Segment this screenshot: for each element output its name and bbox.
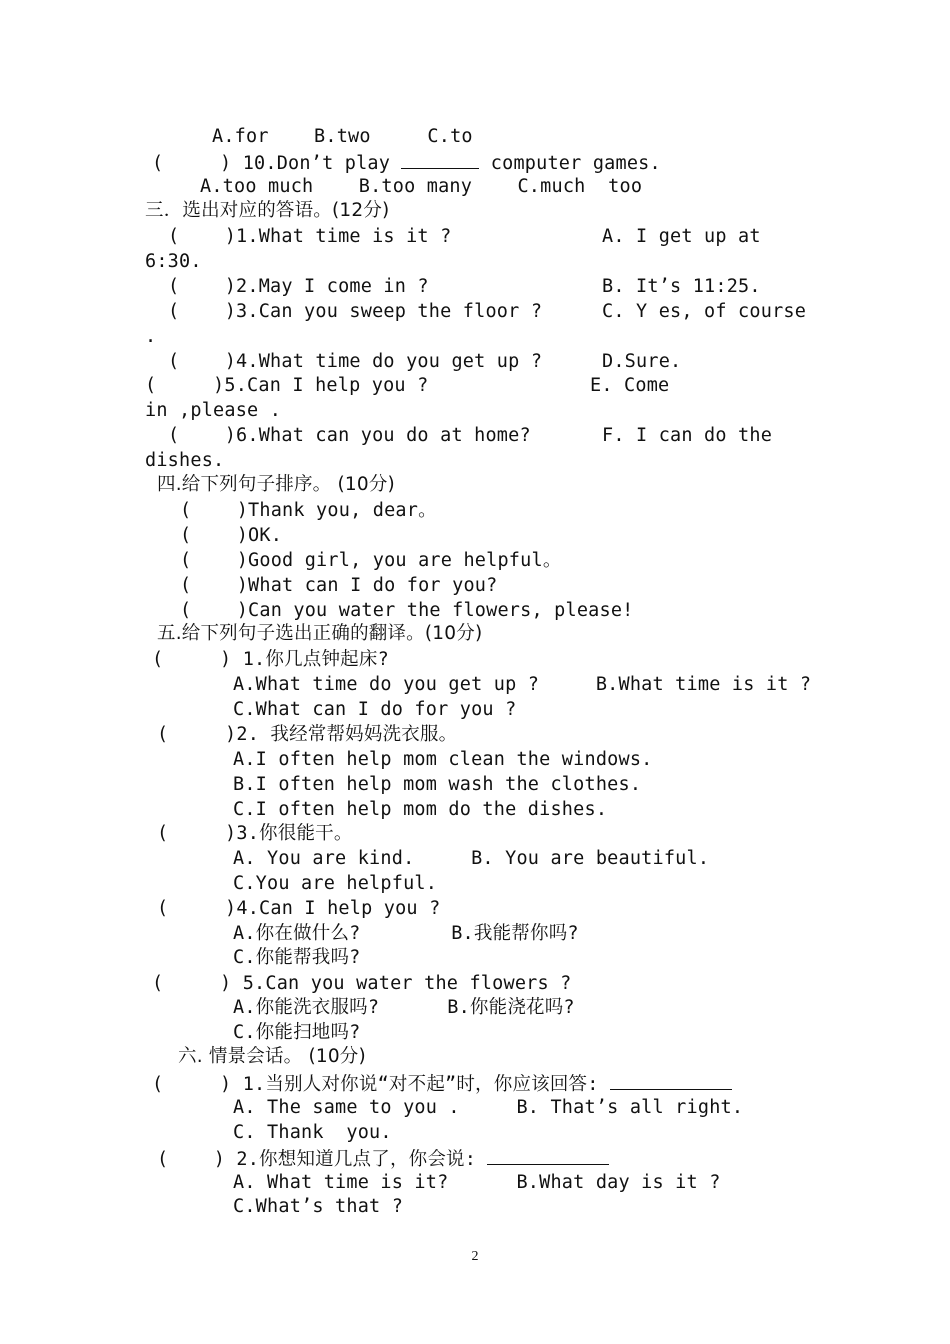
s5-q4-options-ab: A.你在做什么? B.我能帮你吗? <box>233 923 579 944</box>
s5-q5-options-ab: A.你能洗衣服吗? B.你能浇花吗? <box>233 997 575 1018</box>
s4-sentence-2: ( )OK. <box>180 525 283 546</box>
s5-q2-option-a: A.I often help mom clean the windows. <box>233 749 653 770</box>
s6-q2-options-ab: A. What time is it? B.What day is it ? <box>233 1172 721 1193</box>
s3-q1: ( )1.What time is it ? <box>168 226 452 247</box>
s4-sentence-3: ( )Good girl, you are helpful。 <box>180 550 562 571</box>
s3-answer-e: E. Come <box>590 375 670 396</box>
s3-answer-f-cont: dishes. <box>145 450 225 471</box>
section-6-heading: 六. 情景会话。 (10分) <box>178 1046 366 1067</box>
s3-answer-c-cont: . <box>145 326 157 347</box>
s3-q4: ( )4.What time do you get up ? <box>168 351 543 372</box>
s6-q1-text: ( ) 1.当别人对你说“对不起”时，你应该回答: <box>152 1074 610 1095</box>
q10-question <box>152 150 661 176</box>
s6-q1-option-c: C. Thank you. <box>233 1122 392 1143</box>
s5-q2-option-c: C.I often help mom do the dishes. <box>233 799 608 820</box>
s5-q4-option-c: C.你能帮我吗? <box>233 947 361 968</box>
s3-answer-e-cont: in ,please . <box>145 400 282 421</box>
q9-options: A.for B.two C.to <box>212 126 473 147</box>
s6-q2 <box>157 1146 609 1172</box>
q10-text-end: computer games. <box>479 153 661 174</box>
s3-answer-a-cont: 6:30. <box>145 251 202 272</box>
s5-q3: ( )3.你很能干。 <box>157 823 353 844</box>
s3-answer-b: B. It’s 11:25. <box>602 276 761 297</box>
s4-sentence-1: ( )Thank you, dear。 <box>180 500 437 521</box>
section-4-heading: 四.给下列句子排序。 (10分) <box>157 474 395 495</box>
s3-answer-d: D.Sure. <box>602 351 682 372</box>
s6-q2-text: ( ) 2.你想知道几点了，你会说: <box>157 1149 488 1170</box>
s3-answer-a: A. I get up at <box>602 226 761 247</box>
section-5-heading: 五.给下列句子选出正确的翻译。(10分) <box>157 623 483 644</box>
s5-q3-option-c: C.You are helpful. <box>233 873 438 894</box>
s6-q1-options-ab: A. The same to you . B. That’s all right. <box>233 1097 744 1118</box>
s5-q1-option-c: C.What can I do for you ? <box>233 699 517 720</box>
s3-answer-f: F. I can do the <box>602 425 773 446</box>
s6-q2-blank <box>487 1146 609 1165</box>
s5-q2: ( )2. 我经常帮妈妈洗衣服。 <box>157 724 458 745</box>
s5-q4: ( )4.Can I help you ? <box>157 898 441 919</box>
s3-q2: ( )2.May I come in ? <box>168 276 429 297</box>
s6-q1 <box>152 1071 732 1097</box>
page-number: 2 <box>471 1249 479 1264</box>
s5-q2-option-b: B.I often help mom wash the clothes. <box>233 774 642 795</box>
s5-q1: ( ) 1.你几点钟起床? <box>152 649 389 670</box>
s3-answer-c: C. Y es, of course <box>602 301 807 322</box>
s3-q6: ( )6.What can you do at home? <box>168 425 531 446</box>
s5-q5: ( ) 5.Can you water the flowers ? <box>152 973 572 994</box>
s6-q2-option-c: C.What’s that ? <box>233 1196 404 1217</box>
q10-blank <box>401 150 479 169</box>
s4-sentence-4: ( )What can I do for you? <box>180 575 498 596</box>
q10-options: A.too much B.too many C.much too <box>200 176 643 197</box>
q10-text-start: ( ) 10.Don’t play <box>152 153 402 174</box>
s6-q1-blank <box>610 1071 732 1090</box>
s3-q5: ( )5.Can I help you ? <box>145 375 429 396</box>
s5-q3-options-ab: A. You are kind. B. You are beautiful. <box>233 848 710 869</box>
s3-q3: ( )3.Can you sweep the floor ? <box>168 301 543 322</box>
s5-q1-options-ab: A.What time do you get up ? B.What time is it ? <box>233 674 812 695</box>
s5-q5-option-c: C.你能扫地吗? <box>233 1022 361 1043</box>
section-3-heading: 三．选出对应的答语。(12分) <box>145 200 390 221</box>
s4-sentence-5: ( )Can you water the flowers, please! <box>180 600 634 621</box>
